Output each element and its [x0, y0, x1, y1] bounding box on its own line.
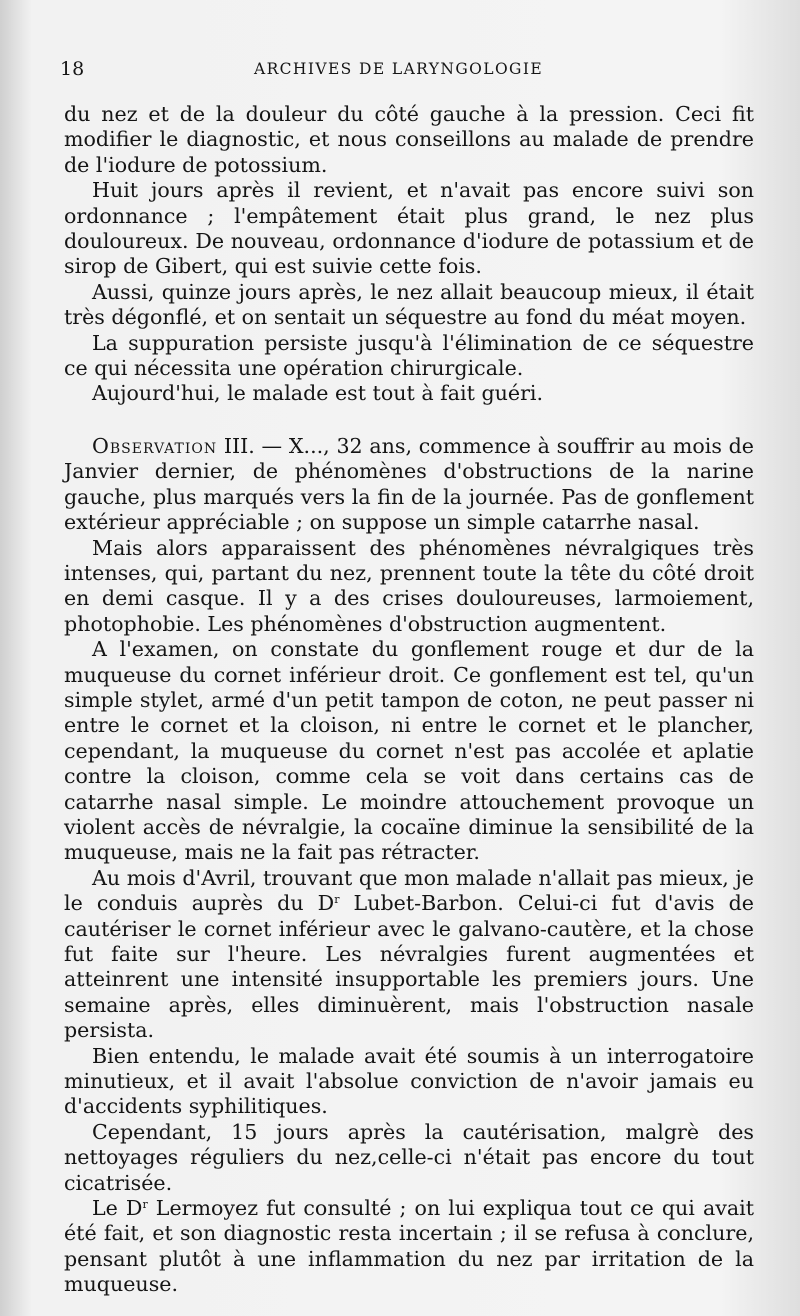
- paragraph: A l'examen, on constate du gonflement rouge et dur de la muqueuse du cornet inférieur droit. Ce gonflement est tel, qu'un simple stylet, armé d'un petit tampon de coton, ne peut passer ni entre le cornet et la cloison, ni entre le cornet et le plancher, cependant, la muqueuse du cornet n'est pas accolée et aplatie contre la cloison, comme cela se voit dans certains cas de catarrhe nasal simple. Le moindre attouchement provoque un violent accès de névralgie, la cocaïne diminue la sensibilité de la muqueuse, mais ne la fait pas rétracter.: [64, 637, 754, 865]
- observation-paragraph: [64, 434, 754, 536]
- paragraph-avril: [64, 866, 754, 1044]
- paragraph: Cependant, 15 jours après la cautérisation, malgrè des nettoyages réguliers du nez,celle-ci n'était pas encore du tout cicatrisée.: [64, 1119, 754, 1195]
- page-body: [64, 102, 754, 1298]
- text-run: Lermoyez fut consulté ; on lui expliqua tout ce qui avait été fait, et son diagnostic resta incertain ; il se refusa à conclure, pensant plutôt à une inflammation du nez par irritation de la muqueuse.: [64, 1196, 754, 1297]
- paragraph-continuation: du nez et de la douleur du côté gauche à la pression. Ceci fit modifier le diagnostic, et nous conseillons au malade de prendre de l'iodure de potossium.: [64, 102, 754, 177]
- page-number: 18: [60, 58, 85, 80]
- text-run: Au mois d'Avril, trouvant que mon malade n'allait pas mieux, je le conduis auprès du D: [64, 865, 754, 916]
- running-head: ARCHIVES DE LARYNGOLOGIE: [254, 60, 544, 78]
- paragraph: Aujourd'hui, le malade est tout à fait guéri.: [92, 381, 544, 406]
- page-header: [60, 58, 750, 88]
- paragraph: La suppuration persiste jusqu'à l'élimination de ce séquestre ce qui nécessita une opération chirurgicale.: [64, 330, 754, 381]
- observation-text: III. — X..., 32 ans, commence à souffrir au mois de Janvier dernier, de phénomènes d'obstructions de la narine gauche, plus marqués vers la fin de la journée. Pas de gonflement extérieur appréciable ; on suppose un simple catarrhe nasal.: [64, 433, 754, 535]
- text-run: Lubet-Barbon. Celui-ci fut d'avis de cautériser le cornet inférieur avec le galvano-cautère, et la chose fut faite sur l'heure. Les névralgies furent augmentées et atteinrent une intensité insupportable les premiers jours. Une semaine après, elles diminuèrent, mais l'obstruction nasale persista.: [64, 891, 754, 1043]
- superscript: r: [142, 1198, 148, 1212]
- paragraph: Huit jours après il revient, et n'avait pas encore suivi son ordonnance ; l'empâtement était plus grand, le nez plus douloureux. De nouveau, ordonnance d'iodure de potassium et de sirop de Gibert, qui est suivie cette fois.: [64, 178, 754, 279]
- paragraph: Aussi, quinze jours après, le nez allait beaucoup mieux, il était très dégonflé, et on sentait un séquestre au fond du méat moyen.: [64, 279, 754, 330]
- text-run: Le D: [92, 1196, 143, 1221]
- paragraph: Mais alors apparaissent des phénomènes névralgiques très intenses, qui, partant du nez, prennent toute la tête du côté droit en demi casque. Il y a des crises douloureuses, larmoiement, photophobie. Les phénomènes d'obstruction augmentent.: [64, 535, 754, 636]
- superscript: r: [334, 893, 340, 907]
- observation-heading: Observation: [92, 433, 218, 458]
- paragraph: Bien entendu, le malade avait été soumis à un interrogatoire minutieux, et il avait l'absolue conviction de n'avoir jamais eu d'accidents syphilitiques.: [64, 1043, 754, 1119]
- paragraph-lermoyez: [64, 1196, 754, 1298]
